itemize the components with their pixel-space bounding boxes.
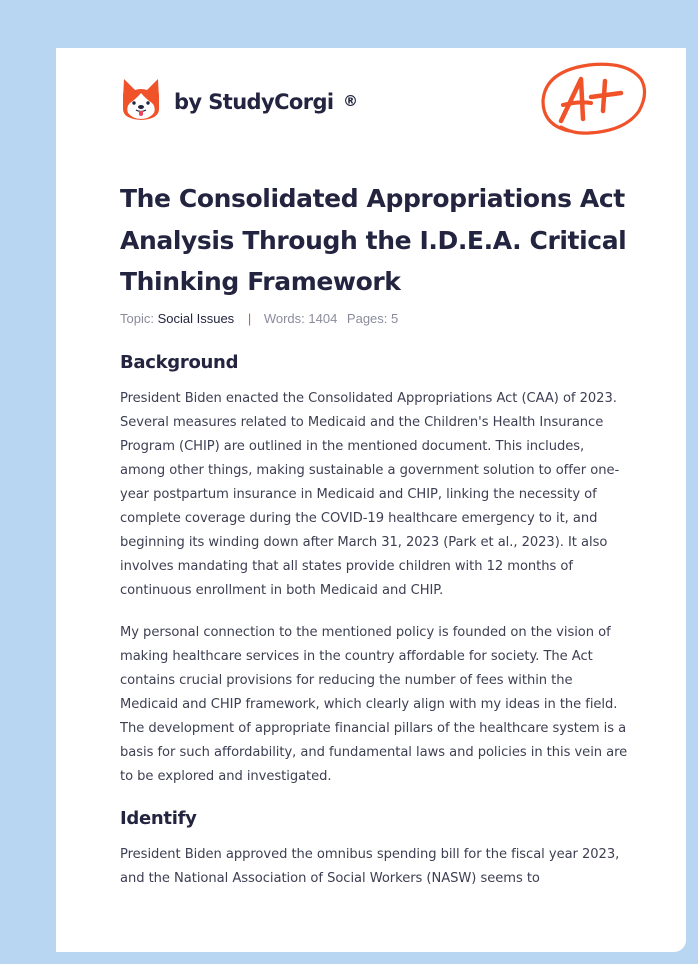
word-count: Words: 1404 [263, 311, 338, 326]
topic-label: Topic: [120, 311, 154, 326]
paragraph: President Biden approved the omnibus spending bill for the fiscal year 2023, and the National Association of Social Workers (NASW) seems to [120, 847, 620, 886]
registered-mark: ® [343, 92, 358, 110]
document-card [56, 48, 686, 952]
meta-separator: | [247, 311, 252, 326]
section-heading-background: Background [120, 352, 239, 373]
document-body [120, 351, 630, 891]
studycorgi-logo[interactable] [121, 76, 358, 122]
paragraph: My personal connection to the mentioned policy is founded on the vision of making healthcare services in the country affordable for society. The Act contains crucial provisions for reducing the number of fees within the Medicaid and CHIP framework, which clearly align with my ideas in the field. The development of appropriate financial pillars of the healthcare system is a basis for such affordability, and fundamental laws and policies in this vein are to be explored and investigated. [120, 625, 628, 784]
page-count: Pages: 5 [346, 311, 399, 326]
brand-name: by StudyCorgi [174, 90, 334, 114]
document-meta [120, 311, 398, 326]
a-plus-grade-icon [539, 59, 647, 139]
topic-link[interactable]: Social Issues [157, 311, 235, 326]
corgi-logo-icon [121, 77, 161, 121]
section-heading-identify: Identify [120, 808, 197, 829]
page-title: The Consolidated Appropriations Act Analysis Through the I.D.E.A. Critical Thinking Framework [120, 184, 627, 296]
paragraph: President Biden enacted the Consolidated Appropriations Act (CAA) of 2023. Several measures related to Medicaid and the Children's Health Insurance Program (CHIP) are outlined in the mentioned document. This includes, among other things, making sustainable a government solution to offer one-year postpartum insurance in Medicaid and CHIP, linking the necessity of complete coverage during the COVID-19 healthcare emergency to it, and beginning its winding down after March 31, 2023 (Park et al., 2023). It also involves mandating that all states provide children with 12 months of continuous enrollment in both Medicaid and CHIP. [120, 391, 620, 598]
